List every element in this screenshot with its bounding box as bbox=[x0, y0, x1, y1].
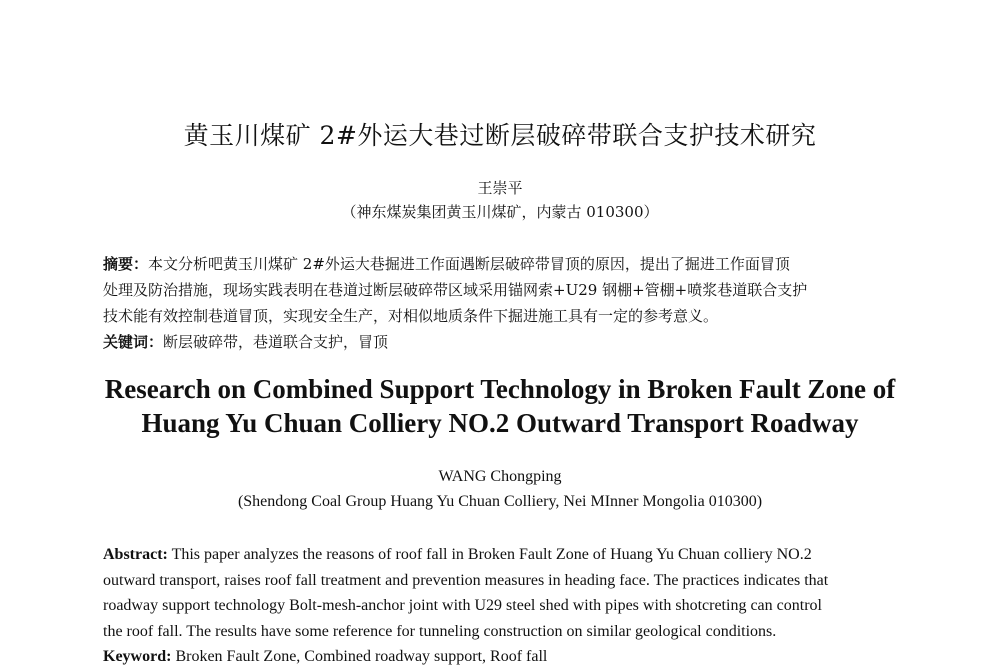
english-affiliation: (Shendong Coal Group Huang Yu Chuan Colliery, Nei MInner Mongolia 010300) bbox=[237, 493, 763, 510]
english-title-line: Huang Yu Chuan Colliery NO.2 Outward Transport Roadway bbox=[141, 408, 859, 438]
english-abstract-label: Abstract: bbox=[103, 546, 168, 563]
english-author: WANG Chongping bbox=[438, 468, 562, 485]
chinese-abstract bbox=[103, 251, 903, 355]
chinese-keywords-label: 关键词： bbox=[103, 333, 164, 351]
english-title bbox=[0, 372, 1000, 440]
chinese-abstract-text: 本文分析吧黄玉川煤矿 2#外运大巷掘进工作面遇断层破碎带冒顶的原因，提出了掘进工作面冒顶 bbox=[148, 255, 790, 273]
english-abstract bbox=[103, 542, 913, 670]
chinese-author: 王崇平 bbox=[477, 179, 523, 197]
chinese-keywords-text: 断层破碎带，巷道联合支护，冒顶 bbox=[163, 333, 389, 351]
english-abstract-line bbox=[103, 542, 913, 568]
chinese-abstract-label: 摘要： bbox=[103, 255, 149, 273]
english-keywords bbox=[103, 644, 913, 670]
chinese-title: 黄玉川煤矿 2#外运大巷过断层破碎带联合支护技术研究 bbox=[183, 121, 817, 150]
english-abstract-line: the roof fall. The results have some reference for tunneling construction on similar geological conditions. bbox=[103, 622, 777, 640]
chinese-abstract-line: 技术能有效控制巷道冒顶，实现安全生产，对相似地质条件下掘进施工具有一定的参考意义。 bbox=[103, 307, 719, 325]
chinese-abstract-line: 处理及防治措施，现场实践表明在巷道过断层破碎带区域采用锚网索+U29 钢棚+管棚+喷浆巷道联合支护 bbox=[103, 281, 808, 299]
english-keywords-text: Broken Fault Zone, Combined roadway support, Roof fall bbox=[171, 648, 548, 665]
chinese-affiliation: （神东煤炭集团黄玉川煤矿，内蒙古 010300） bbox=[341, 203, 659, 221]
chinese-abstract-line bbox=[103, 251, 903, 277]
chinese-keywords bbox=[103, 329, 903, 355]
english-abstract-text: This paper analyzes the reasons of roof fall in Broken Fault Zone of Huang Yu Chuan colliery NO.2 bbox=[167, 546, 812, 563]
english-title-line: Research on Combined Support Technology in Broken Fault Zone of bbox=[104, 374, 896, 404]
english-keywords-label: Keyword: bbox=[103, 648, 172, 665]
english-abstract-line: outward transport, raises roof fall treatment and prevention measures in heading face. The practices indicates that bbox=[103, 571, 829, 589]
english-abstract-line: roadway support technology Bolt-mesh-anchor joint with U29 steel shed with pipes with shotcreting can control bbox=[103, 597, 822, 614]
